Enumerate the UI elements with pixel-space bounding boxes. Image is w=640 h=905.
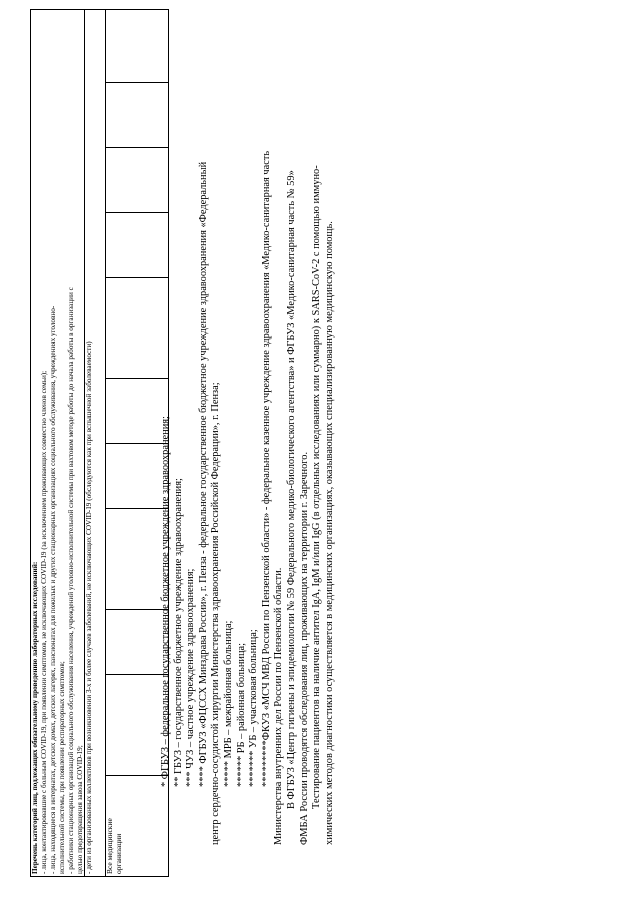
category-line: - работники стационарных организаций социального обслуживания населения, учреждений уголовно-исполнительной системы при вахтовом методе работы до начала работы в организации с (66, 287, 75, 874)
footnote: ***** МРБ – межрайонная больница; (222, 620, 234, 787)
category-line: - лица, контактировавшие с больным COVID-19, при появлении симптомов, не исключающих COVID-19 (за исключением проживающих совместно членов семьи); (39, 370, 48, 874)
category-line: целью предотвращения завоза COVID-19; (75, 745, 84, 874)
footnote: Министерства внутренних дел России по Пензенской области. (273, 567, 285, 845)
footnote: ФМБА России проводятся обследования лиц, проживающих на территории г. Заречного. (298, 451, 310, 845)
footnote: ****** РБ – районная больница; (235, 642, 247, 787)
row-label: Все медицинские организации (105, 818, 124, 874)
categories-header-cell (31, 9, 85, 876)
category-line: - дети из организованных коллективов при возникновении 3-х и более случаев заболеваний, не исключающих COVID-19 (обследуются как при вспышечной заболеваемости) (85, 341, 94, 874)
footnote: Тестирование пациентов на наличие антител IgA, IgM и/или IgG (в отдельных исследованиях или суммарно) к SARS-CoV-2 с помощью иммуно- (311, 165, 323, 809)
footnote: *********ФКУЗ «МСЧ МВД России по Пензенской области» - федеральное казенное учреждение здравоохранения «Медико-санитарная часть (260, 150, 272, 787)
footnote: ** ГБУЗ – государственное бюджетное учреждение здравоохранения; (172, 478, 184, 787)
footnote: химических методов диагностики осуществляется в медицинских организациях, оказывающих специализированную медицинскую помощь. (323, 221, 335, 845)
category-line: - лица, находящиеся в интернатах, детских домах, детских лагерях, пансионатах для пожилых и других стационарных организациях социального обслуживания, учреждениях уголовно- (48, 305, 57, 874)
category-line: исполнительной системы, при появлении респираторных симптомов; (57, 661, 66, 874)
footnote: ******* УБ – участковая больница; (248, 629, 260, 787)
footnote: центр сердечно-сосудистой хирургии Министерства здравоохранения Российской Федерации», г. Пенза; (210, 382, 222, 845)
footnote: * ФГБУЗ – федеральное государственное бюджетное учреждение здравоохранения; (160, 416, 171, 787)
lab-test-table (30, 9, 169, 877)
footnote: В ФГБУЗ «Центр гигиены и эпидемиологии № 59 Федерального медико-биологического агентства» и ФГБУЗ «Медико-санитарная часть № 59» (285, 170, 297, 809)
footnote: **** ФГБУЗ «ФЦССХ Минздрава России», г. Пенза - федеральное государственное бюджетное учреждение здравоохранения «Федеральный (197, 161, 209, 787)
children-category-cell (85, 9, 106, 876)
categories-title: Перечень категорий лиц, подлежащих обязательному проведению лабораторных исследований: (31, 561, 39, 874)
footnotes (160, 25, 336, 845)
footnote: *** ЧУЗ – частное учреждение здравоохранения; (185, 568, 197, 787)
